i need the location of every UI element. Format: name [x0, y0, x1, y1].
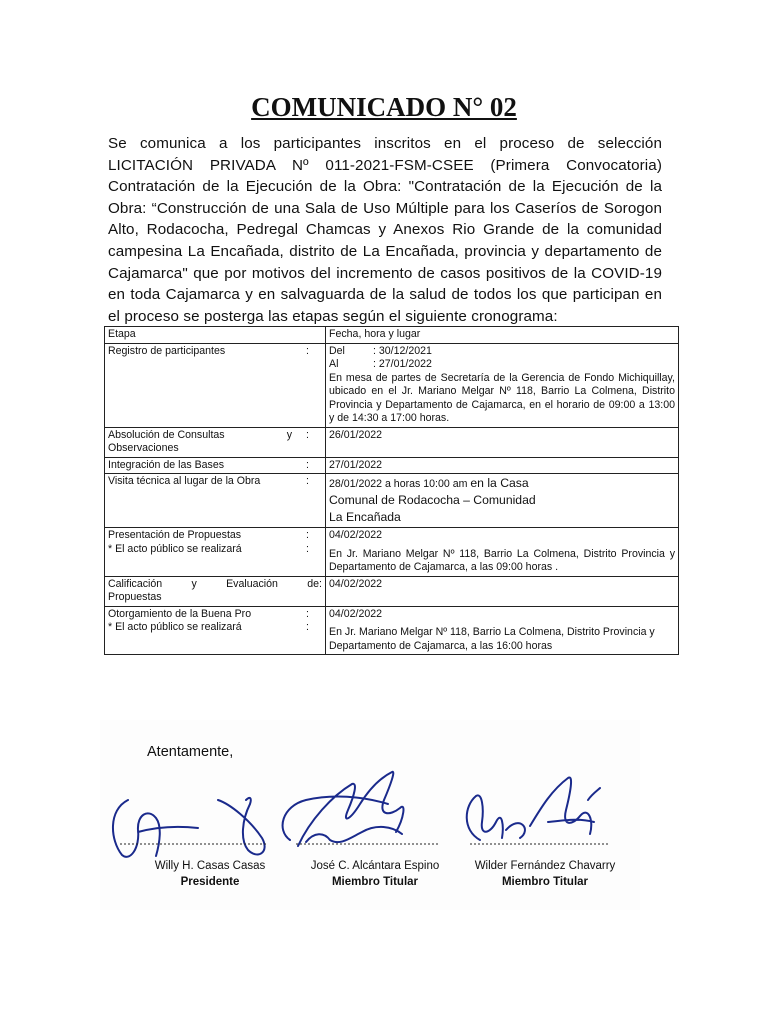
- intro-paragraph: [108, 133, 662, 327]
- table-row: [105, 606, 679, 655]
- table-row: [105, 343, 679, 427]
- registro-place: En mesa de partes de Secretaría de la Gerencia de Fondo Michiquillay, ubicado en el Jr. Mariano Melgar Nº 118, Barrio La Colmena, Distrito Provincia y Departamento de Cajamarca, en el horario de 09:00 a 13:00 y de 14:30 a 17:00 horas.: [329, 371, 675, 424]
- table-row: [105, 457, 679, 474]
- stage-conjunction: y: [286, 428, 292, 441]
- stage-colon: :: [306, 529, 309, 541]
- stage-label: Registro de participantes: [108, 344, 226, 357]
- signer-name: Willy H. Casas Casas: [154, 860, 266, 872]
- table-row: [105, 427, 679, 457]
- signer-role: Miembro Titular: [501, 876, 589, 888]
- stage-label-cont: Propuestas: [108, 591, 162, 603]
- visita-place-a: en la Casa: [470, 476, 529, 490]
- stage-note: * El acto público se realizará: [108, 621, 242, 633]
- signatures-image: [100, 760, 660, 870]
- stage-colon: :: [306, 344, 309, 357]
- stage-colon: :: [306, 458, 309, 471]
- al-label: Al: [329, 358, 339, 370]
- stage-colon: :: [306, 542, 309, 555]
- presentacion-place: En Jr. Mariano Melgar Nº 118, Barrio La Colmena, Distrito Provincia y Departamento de Cajamarca, a las 09:00 horas .: [329, 547, 675, 573]
- intro-text: Se comunica a los participantes inscritos en el proceso de selección LICITACIÓN PRIVADA Nº 011-2021-FSM-CSEE (Primera Convocatoria) Contratación de la Ejecución de la Obra: "Contratación de la Ejecución de la Obra: “Construcción de una Sala de Uso Múltiple para los Caseríos de Sorogon Alto, Rodacocha, Pedregal Chamcas y Anexos Rio Grande de la comunidad campesina La Encañada, distrito de La Encañada, provincia y departamento de Cajamarca" que por motivos del incremento de casos positivos de la COVID-19 en toda Cajamarca y en salvaguarda de la salud de todos los que participan en el proceso se posterga las etapas según el siguiente cronograma:: [108, 135, 662, 325]
- visita-date: 28/01/2022 a horas 10:00 am: [329, 478, 468, 490]
- signature-2: [283, 772, 404, 846]
- del-value: : 30/12/2021: [373, 344, 432, 357]
- table-row: [105, 576, 679, 606]
- signer-3: [455, 858, 635, 890]
- header-date: Fecha, hora y lugar: [326, 327, 679, 344]
- stage-colon: :: [306, 607, 309, 620]
- stage-colon: :: [306, 428, 309, 441]
- page-title: COMUNICADO N° 02: [251, 92, 517, 122]
- table-row: [105, 327, 679, 344]
- stage-label-b: Evaluación: [226, 577, 278, 590]
- stage-note: * El acto público se realizará: [108, 542, 242, 555]
- stage-label: Integración de las Bases: [108, 458, 225, 471]
- signer-1: [125, 858, 295, 890]
- stage-label-c: de:: [307, 577, 322, 590]
- signer-role: Presidente: [180, 876, 240, 888]
- integracion-date: 27/01/2022: [326, 457, 679, 474]
- signature-3: [467, 777, 600, 840]
- header-stage: Etapa: [105, 327, 326, 344]
- visita-place-c: La Encañada: [329, 510, 401, 524]
- presentacion-date: 04/02/2022: [329, 529, 383, 541]
- otorgamiento-date: 04/02/2022: [329, 607, 383, 620]
- schedule-table: [104, 326, 679, 655]
- stage-label: Otorgamiento de la Buena Pro: [108, 607, 252, 620]
- stage-label-cont: Observaciones: [108, 442, 179, 454]
- stage-conjunction: y: [191, 577, 197, 590]
- stage-label: Absolución de Consultas: [108, 428, 225, 441]
- absolucion-date: 26/01/2022: [326, 427, 679, 457]
- table-row: [105, 528, 679, 577]
- stage-label: Calificación: [108, 577, 163, 590]
- signer-2: [290, 858, 460, 890]
- table-row: [105, 474, 679, 528]
- stage-label: Presentación de Propuestas: [108, 529, 242, 541]
- signature-1: [113, 798, 265, 857]
- del-label: Del: [329, 344, 345, 357]
- stage-colon: :: [306, 475, 309, 487]
- closing-text: Atentamente,: [147, 744, 234, 760]
- signer-name: Wilder Fernández Chavarry: [474, 860, 616, 872]
- otorgamiento-place: En Jr. Mariano Melgar Nº 118, Barrio La Colmena, Distrito Provincia y Departamento de Cajamarca, a las 16:00 horas: [329, 626, 655, 652]
- signer-role: Miembro Titular: [331, 876, 419, 888]
- calificacion-date: 04/02/2022: [326, 576, 679, 606]
- al-value: : 27/01/2022: [373, 358, 432, 370]
- stage-label: Visita técnica al lugar de la Obra: [108, 475, 261, 487]
- stage-colon: :: [306, 621, 309, 633]
- signer-name: José C. Alcántara Espino: [310, 860, 440, 872]
- visita-place-b: Comunal de Rodacocha – Comunidad: [329, 493, 536, 507]
